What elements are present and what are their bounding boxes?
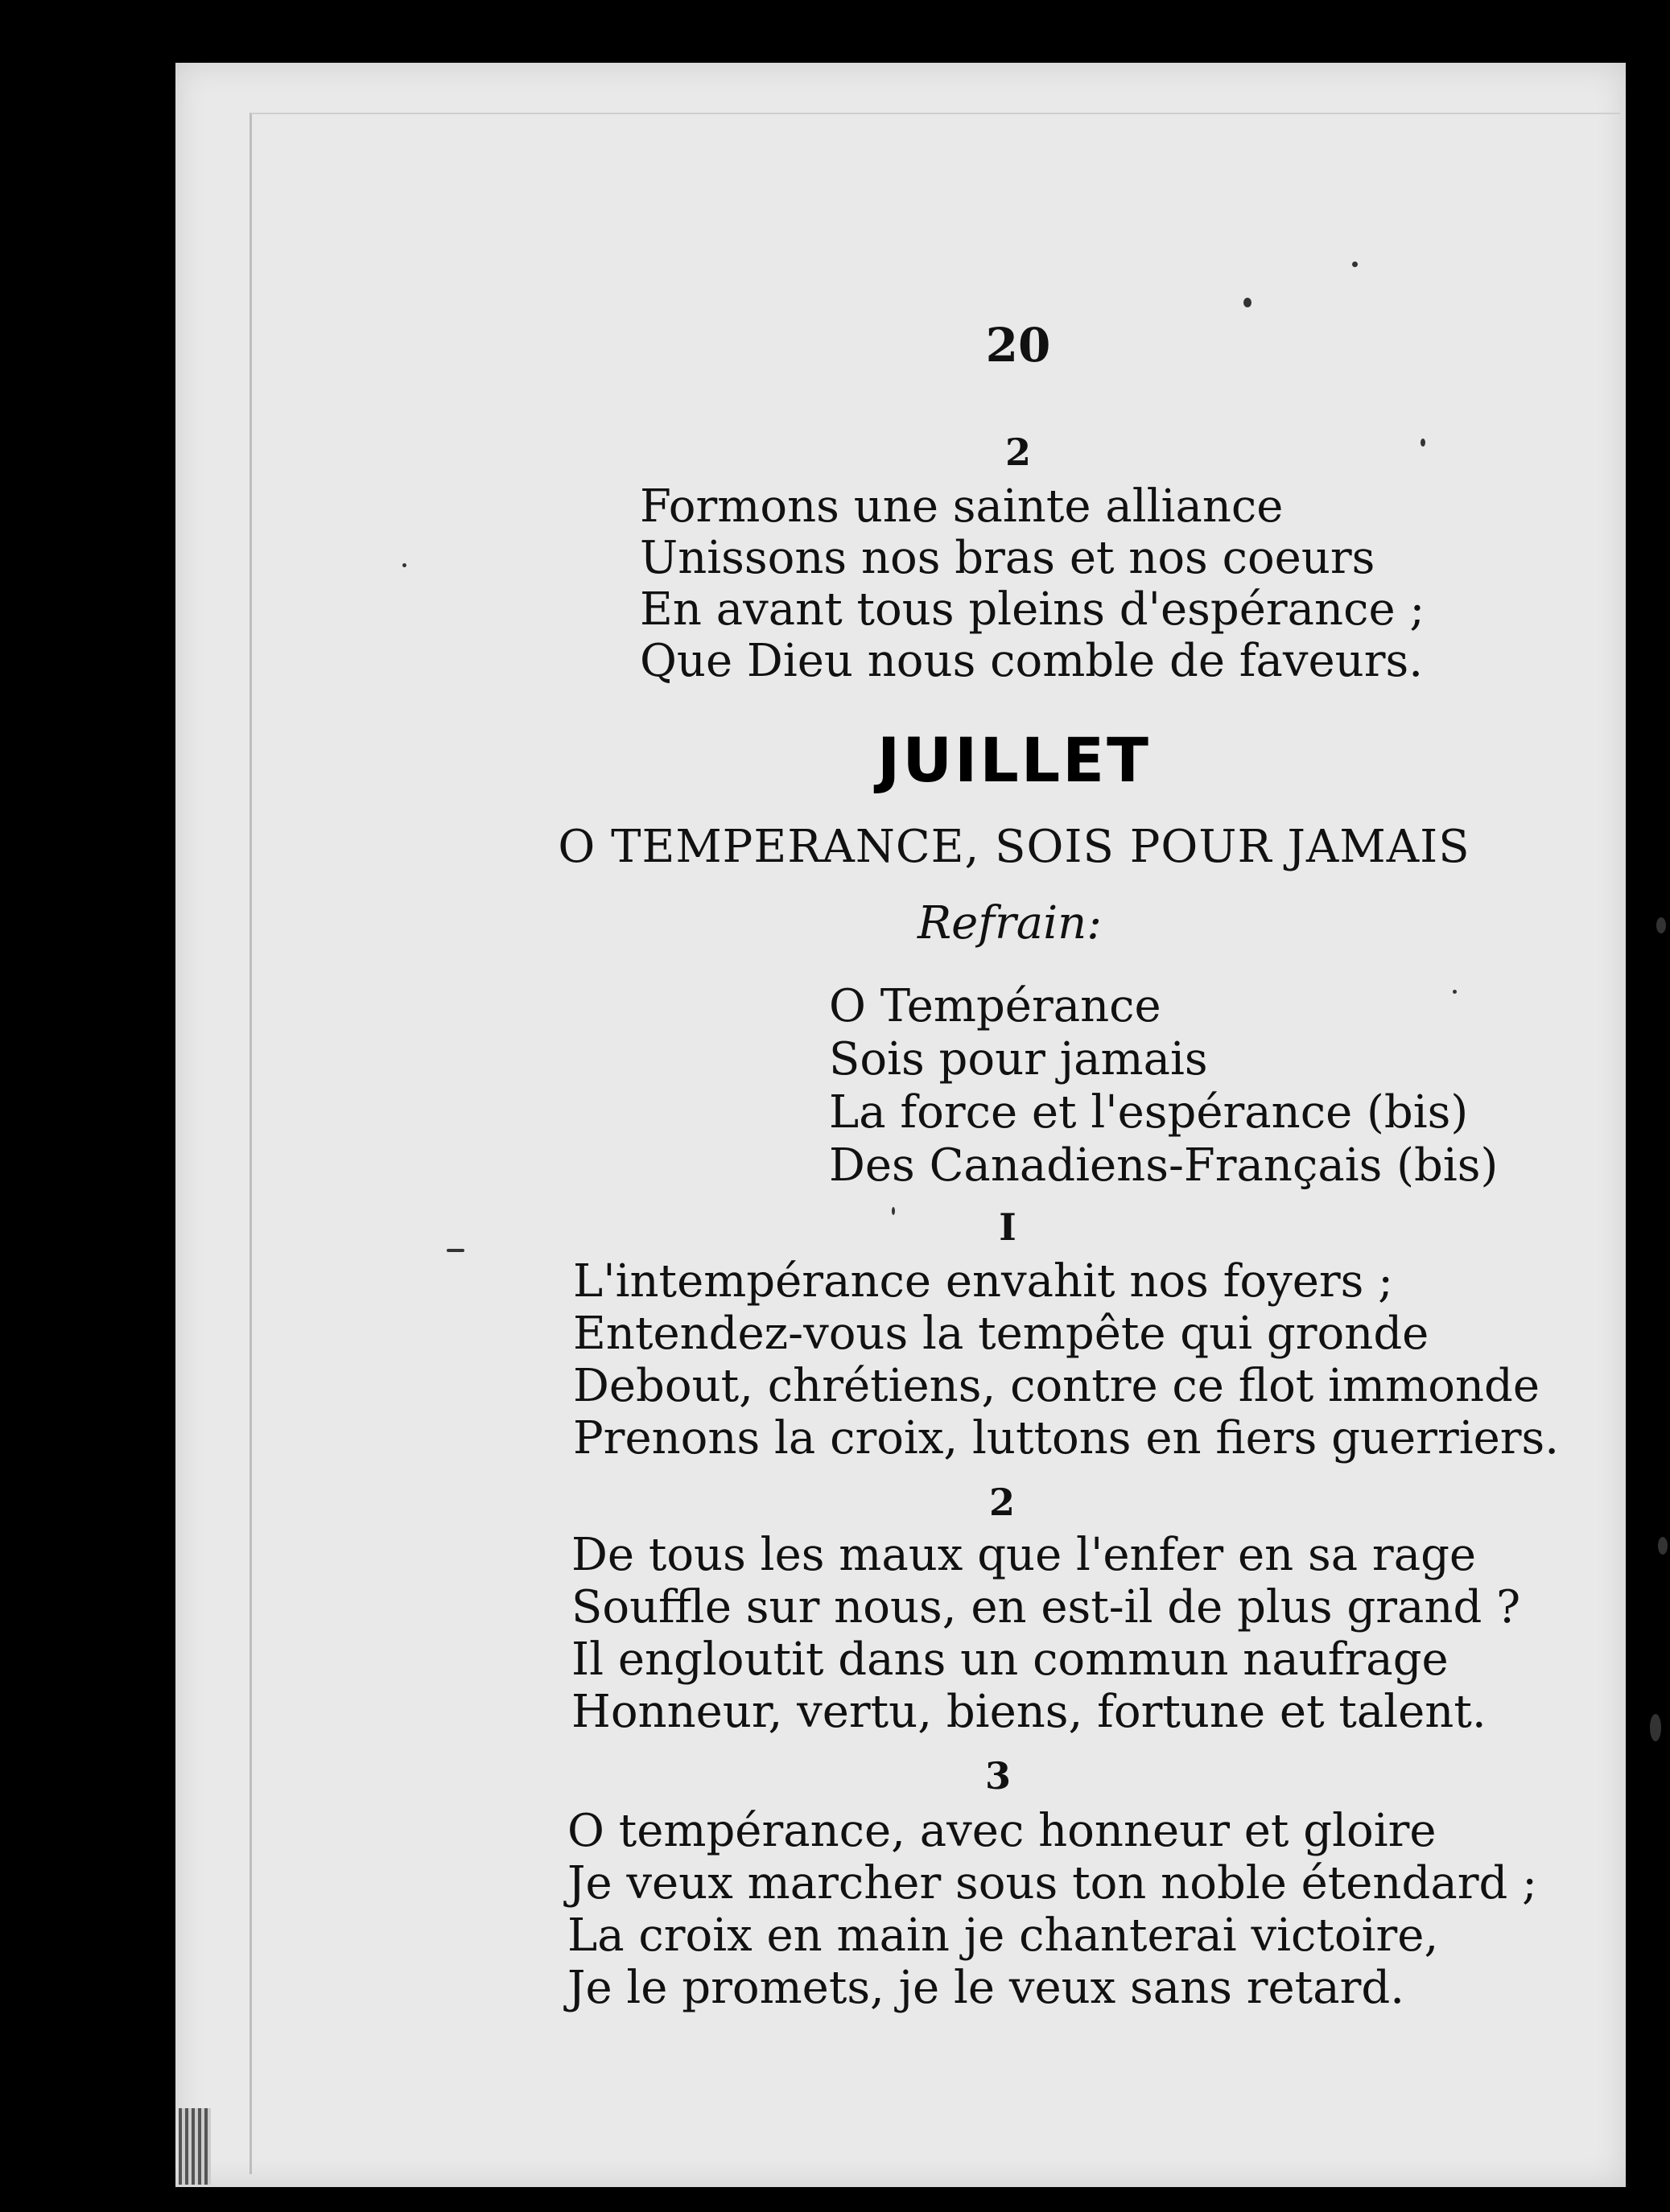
scan-speck <box>1650 1714 1661 1741</box>
verse-line: Honneur, vertu, biens, fortune et talent. <box>571 1686 1487 1738</box>
scan-speck <box>1656 917 1666 933</box>
verse-line: Prenons la croix, luttons en fiers guerriers. <box>573 1412 1560 1464</box>
verse-line: En avant tous pleins d'espérance ; <box>640 583 1425 636</box>
refrain-line: Sois pour jamais <box>829 1033 1208 1085</box>
stanza-1-lines <box>573 1255 1559 1464</box>
stanza-number: 2 <box>1004 430 1031 474</box>
refrain-lines <box>829 980 1498 1193</box>
verse-line: L'intempérance envahit nos foyers ; <box>573 1255 1394 1308</box>
verse-line: O tempérance, avec honneur et gloire <box>567 1805 1437 1857</box>
verse-line: De tous les maux que l'enfer en sa rage <box>571 1529 1477 1581</box>
stanza-number: 2 <box>988 1481 1015 1524</box>
verse-line: Souffle sur nous, en est-il de plus grand ? <box>571 1581 1521 1633</box>
stanza-number: I <box>999 1205 1016 1249</box>
page-number: 20 <box>985 318 1051 373</box>
scan-speck <box>402 563 406 567</box>
refrain-line: La force et l'espérance (bis) <box>829 1086 1469 1139</box>
verse-line: Entendez-vous la tempête qui gronde <box>573 1308 1429 1360</box>
song-title: O TEMPERANCE, SOIS POUR JAMAIS <box>558 821 1470 873</box>
stanza-2-lines <box>571 1529 1520 1738</box>
scan-speck <box>1421 439 1425 447</box>
scan-speck <box>447 1249 464 1252</box>
binding-mark <box>179 2108 211 2185</box>
month-heading: JUILLET <box>877 724 1151 796</box>
verse-line: Je veux marcher sous ton noble étendard ; <box>567 1857 1538 1909</box>
verse-line: Debout, chrétiens, contre ce flot immonde <box>573 1360 1540 1412</box>
verse-line: La croix en main je chanterai victoire, <box>567 1909 1439 1962</box>
scan-speck <box>1352 262 1358 267</box>
stanza-3-lines <box>567 1805 1537 2014</box>
refrain-label: Refrain: <box>917 897 1103 949</box>
scan-speck <box>1243 298 1251 307</box>
verse-line: Unissons nos bras et nos coeurs <box>640 532 1375 584</box>
scan-speck <box>1453 990 1457 994</box>
verse-line: Que Dieu nous comble de faveurs. <box>640 635 1424 687</box>
verse-line: Formons une sainte alliance <box>640 480 1284 533</box>
verse-line: Il engloutit dans un commun naufrage <box>571 1633 1449 1686</box>
scan-speck <box>892 1207 895 1215</box>
stanza-top-lines <box>640 481 1425 687</box>
verse-line: Je le promets, je le veux sans retard. <box>567 1962 1404 2014</box>
refrain-line: Des Canadiens-Français (bis) <box>829 1139 1499 1192</box>
refrain-line: O Tempérance <box>829 980 1161 1032</box>
stanza-number: 3 <box>984 1754 1011 1798</box>
scan-speck <box>1658 1537 1668 1555</box>
